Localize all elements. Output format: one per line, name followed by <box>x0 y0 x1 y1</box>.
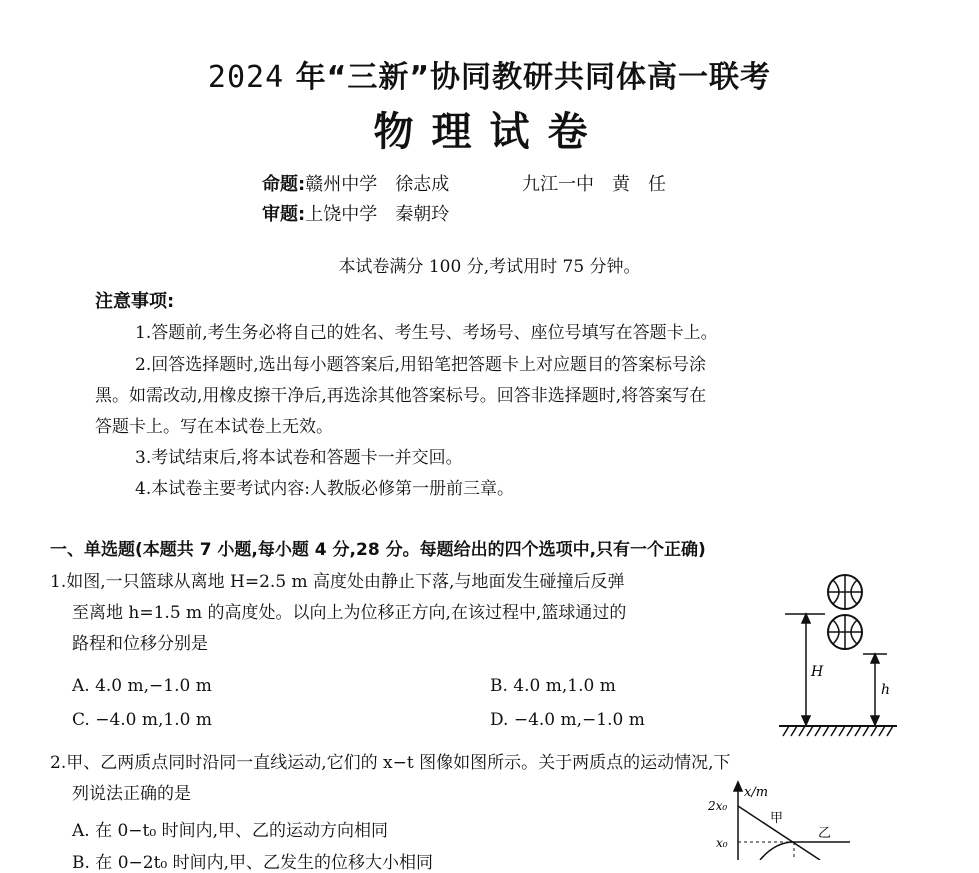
author-proposer-b: 九江一中 黄 任 <box>522 174 666 195</box>
q1-fig-h: h <box>881 682 891 698</box>
q1-option-c: C. −4.0 m,1.0 m <box>72 710 212 730</box>
q2-option-b: B. 在 0−2t₀ 时间内,甲、乙发生的位移大小相同 <box>72 853 434 873</box>
basketball-icon-top <box>828 575 862 609</box>
author-proposer-a: 赣州中学 徐志成 <box>305 174 450 195</box>
q1-option-a: A. 4.0 m,−1.0 m <box>72 676 212 696</box>
note-item-2-line-2: 黑。如需改动,用橡皮擦干净后,再选涂其他答案标号。回答非选择题时,将答案写在 <box>95 386 707 406</box>
exam-title-text: 年“三新”协同教研共同体高一联考 <box>295 60 772 95</box>
basketball-icon-bottom <box>828 615 862 649</box>
exam-info: 本试卷满分 100 分,考试用时 75 分钟。 <box>338 257 641 277</box>
curve-yi <box>760 842 794 860</box>
q2-figure <box>700 780 860 860</box>
author-line-2 <box>262 200 449 226</box>
exam-year: 2024 <box>207 60 285 95</box>
author-line-1 <box>262 170 449 196</box>
exam-title <box>0 52 979 96</box>
q2-fig-2x0: 2x₀ <box>708 799 728 813</box>
q1-option-d: D. −4.0 m,−1.0 m <box>490 710 645 730</box>
note-item-4: 4.本试卷主要考试内容:人教版必修第一册前三章。 <box>135 479 514 499</box>
q2-line-1: 2.甲、乙两质点同时沿同一直线运动,它们的 x−t 图像如图所示。关于两质点的运动情况,下 <box>50 753 731 773</box>
q2-line-2: 列说法正确的是 <box>72 784 191 804</box>
q2-option-a: A. 在 0−t₀ 时间内,甲、乙的运动方向相同 <box>72 821 389 841</box>
q2-fig-yi: 乙 <box>818 826 832 841</box>
author-label-proposer: 命题: <box>262 174 306 195</box>
q1-line-1: 1.如图,一只篮球从离地 H=2.5 m 高度处由静止下落,与地面发生碰撞后反弹 <box>50 572 625 592</box>
q1-figure <box>775 570 905 740</box>
note-item-3: 3.考试结束后,将本试卷和答题卡一并交回。 <box>135 448 463 468</box>
note-item-2-line-3: 答题卡上。写在本试卷上无效。 <box>95 417 333 437</box>
author-reviewer: 上饶中学 秦朝玲 <box>305 204 450 225</box>
ground <box>779 726 897 736</box>
author-label-reviewer: 审题: <box>262 204 306 225</box>
q2-fig-axis-label: x/m <box>744 785 769 800</box>
q2-fig-jia: 甲 <box>770 811 784 826</box>
note-item-2-line-1: 2.回答选择题时,选出每小题答案后,用铅笔把答题卡上对应题目的答案标号涂 <box>135 355 707 375</box>
note-item-1: 1.答题前,考生务必将自己的姓名、考生号、考场号、座位号填写在答题卡上。 <box>135 323 718 343</box>
q2-axes <box>734 782 742 860</box>
exam-subject: 物理试卷 <box>373 109 606 155</box>
q2-fig-x0: x₀ <box>716 836 728 850</box>
q1-line-2: 至离地 h=1.5 m 的高度处。以向上为位移正方向,在该过程中,篮球通过的 <box>72 603 627 623</box>
notes-heading: 注意事项: <box>95 291 175 312</box>
section-heading: 一、单选题(本题共 7 小题,每小题 4 分,28 分。每题给出的四个选项中,只有一个正确) <box>50 540 706 560</box>
q1-line-3: 路程和位移分别是 <box>72 634 208 654</box>
q1-option-b: B. 4.0 m,1.0 m <box>490 676 616 696</box>
q1-fig-H: H <box>811 664 824 680</box>
